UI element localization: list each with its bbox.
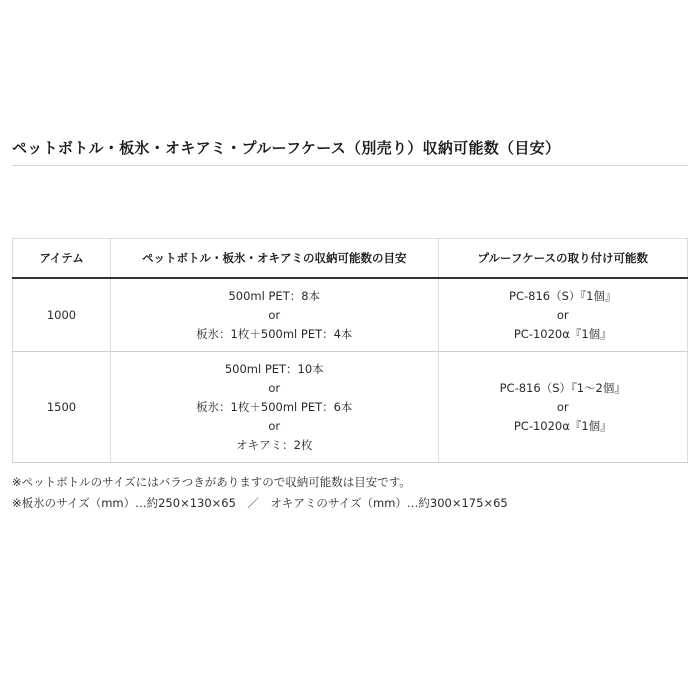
capacity-table xyxy=(12,238,688,463)
table-row xyxy=(13,352,688,463)
capacity-line: or xyxy=(268,307,281,322)
cell-proof-case xyxy=(438,352,688,463)
capacity-line: 板氷：1枚＋500ml PET：6本 xyxy=(196,399,353,414)
cell-item: 1000 xyxy=(13,278,111,352)
proof-case-line: PC-816（S）『1個』 xyxy=(509,288,617,303)
proof-case-line: PC-816（S）『1～2個』 xyxy=(499,380,626,395)
capacity-line: or xyxy=(268,418,281,433)
header-item: アイテム xyxy=(13,239,111,279)
cell-capacity xyxy=(111,278,438,352)
page-title: ペットボトル・板氷・オキアミ・プルーフケース（別売り）収納可能数（目安） xyxy=(12,139,561,157)
table-row xyxy=(13,278,688,352)
proof-case-line: PC-1020α『1個』 xyxy=(513,326,612,341)
capacity-line: オキアミ：2枚 xyxy=(236,437,313,452)
proof-case-line: or xyxy=(556,307,569,322)
capacity-line: 500ml PET：8本 xyxy=(228,288,321,303)
proof-case-line: or xyxy=(556,399,569,414)
footnote-bottle-size: ※ペットボトルのサイズにはバラつきがありますので収納可能数は目安です。 xyxy=(12,475,411,489)
table-header-row xyxy=(13,239,688,279)
title-divider xyxy=(12,165,688,166)
capacity-line: 板氷：1枚＋500ml PET：4本 xyxy=(196,326,353,341)
cell-item: 1500 xyxy=(13,352,111,463)
cell-proof-case xyxy=(438,278,688,352)
capacity-line: 500ml PET：10本 xyxy=(224,361,324,376)
footnote-ice-krill-size: ※板氷のサイズ（mm）…約250×130×65 ／ オキアミのサイズ（mm）…約300×175×65 xyxy=(12,496,508,510)
header-capacity: ペットボトル・板氷・オキアミの収納可能数の目安 xyxy=(111,239,438,279)
capacity-line: or xyxy=(268,380,281,395)
footnotes xyxy=(12,472,508,514)
proof-case-line: PC-1020α『1個』 xyxy=(513,418,612,433)
header-proof-case: プルーフケースの取り付け可能数 xyxy=(438,239,688,279)
cell-capacity xyxy=(111,352,438,463)
